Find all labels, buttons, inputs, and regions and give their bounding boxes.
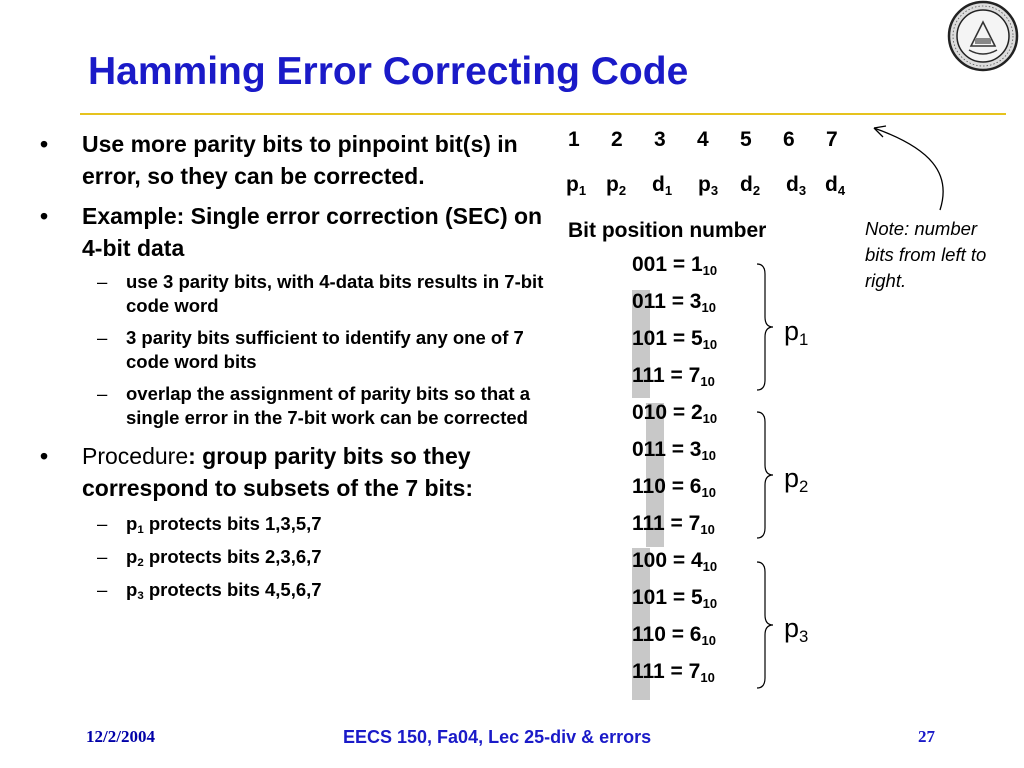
group-label-base: p bbox=[784, 463, 800, 493]
bullet-3-text: : group parity bits so they correspond to subsets of the 7 bits: bbox=[82, 443, 474, 501]
footer-date: 12/2/2004 bbox=[86, 727, 155, 746]
dash-mark: – bbox=[97, 513, 108, 534]
bullet-2 bbox=[40, 200, 555, 264]
code-text: 111 = 7 bbox=[632, 512, 701, 535]
bullet-3-lead: Procedure bbox=[82, 443, 189, 469]
bit-position-caption: Bit position number bbox=[568, 219, 767, 242]
group-label-base: p bbox=[784, 316, 800, 346]
bit-label bbox=[786, 173, 806, 197]
binary-code bbox=[632, 290, 716, 314]
bit-label bbox=[740, 173, 760, 197]
note-text: Note: number bits from left to right. bbox=[865, 218, 987, 291]
code-base-subscript: 10 bbox=[702, 558, 718, 574]
bullet-1-text: Use more parity bits to pinpoint bit(s) in error, so they can be corrected. bbox=[82, 131, 518, 189]
binary-code bbox=[632, 253, 717, 277]
bullet-1 bbox=[40, 128, 555, 192]
code-text: 111 = 7 bbox=[632, 364, 701, 387]
code-base-subscript: 10 bbox=[700, 521, 715, 537]
dash-mark: – bbox=[97, 579, 108, 600]
group-label-subscript: 1 bbox=[799, 330, 809, 350]
bit-label-base: p bbox=[698, 173, 711, 196]
sub-bullet-text: protects bits 1,3,5,7 bbox=[143, 513, 322, 534]
bit-label bbox=[566, 173, 586, 197]
bit-label-subscript: 1 bbox=[578, 182, 587, 198]
dash-mark: – bbox=[97, 327, 108, 348]
code-base-subscript: 10 bbox=[700, 373, 715, 389]
bit-position: 5 bbox=[740, 128, 752, 151]
bit-label-subscript: 3 bbox=[710, 182, 719, 198]
dash-mark: – bbox=[97, 383, 108, 404]
group-label-p2 bbox=[784, 463, 809, 497]
bullet-list bbox=[40, 128, 555, 602]
code-text: 011 = 3 bbox=[632, 438, 702, 461]
bullet-dot: • bbox=[40, 203, 49, 229]
p2-group-brace bbox=[755, 410, 775, 540]
binary-code bbox=[632, 438, 716, 462]
footer-page-number: 27 bbox=[918, 727, 935, 746]
sub-bullet-text: protects bits 4,5,6,7 bbox=[143, 579, 322, 600]
code-text: 110 = 6 bbox=[632, 623, 702, 646]
code-base-subscript: 10 bbox=[701, 484, 716, 500]
code-text: 001 = 1 bbox=[632, 253, 703, 276]
bullet-dot: • bbox=[40, 131, 49, 157]
bit-position: 7 bbox=[826, 128, 838, 151]
bit-label-subscript: 1 bbox=[664, 182, 673, 198]
binary-code bbox=[632, 327, 717, 351]
title-underline bbox=[80, 113, 1006, 115]
group-label-p3 bbox=[784, 613, 809, 647]
code-text: 101 = 5 bbox=[632, 586, 703, 609]
bullet-dot: • bbox=[40, 443, 49, 469]
code-text: 101 = 5 bbox=[632, 327, 703, 350]
slide-title: Hamming Error Correcting Code bbox=[88, 50, 689, 93]
dash-mark: – bbox=[97, 271, 108, 292]
parity-subscript: 2 bbox=[137, 557, 144, 570]
sub-bullet bbox=[40, 326, 555, 374]
code-base-subscript: 10 bbox=[702, 336, 718, 352]
binary-code bbox=[632, 401, 717, 425]
bit-label bbox=[606, 173, 626, 197]
note-arrow-icon bbox=[860, 118, 960, 218]
parity-symbol: p bbox=[126, 513, 138, 534]
binary-code bbox=[632, 586, 717, 610]
parity-subscript: 3 bbox=[137, 590, 144, 603]
bit-label-base: d bbox=[825, 173, 838, 196]
code-base-subscript: 10 bbox=[701, 632, 716, 648]
bit-label bbox=[825, 173, 845, 197]
bit-label-subscript: 3 bbox=[798, 182, 807, 198]
bit-position: 1 bbox=[568, 128, 580, 151]
bit-label bbox=[698, 173, 718, 197]
binary-code bbox=[632, 475, 716, 499]
sub-bullet bbox=[40, 545, 555, 569]
code-base-subscript: 10 bbox=[700, 669, 715, 685]
bit-label bbox=[652, 173, 672, 197]
dash-mark: – bbox=[97, 546, 108, 567]
bit-label-base: d bbox=[652, 173, 665, 196]
group-label-subscript: 3 bbox=[799, 627, 809, 647]
code-base-subscript: 10 bbox=[702, 410, 718, 426]
sub-bullet bbox=[40, 270, 555, 318]
university-seal-logo bbox=[947, 0, 1019, 72]
code-text: 100 = 4 bbox=[632, 549, 703, 572]
code-text: 110 = 6 bbox=[632, 475, 702, 498]
sub-bullet-text: overlap the assignment of parity bits so that a single error in the 7-bit work can be corrected bbox=[126, 383, 531, 428]
sub-bullet-text: 3 parity bits sufficient to identify any one of 7 code word bits bbox=[126, 327, 524, 372]
code-base-subscript: 10 bbox=[702, 595, 718, 611]
binary-code bbox=[632, 364, 715, 388]
bit-label-base: p bbox=[566, 173, 579, 196]
bit-label-subscript: 4 bbox=[837, 182, 846, 198]
bit-label-base: d bbox=[740, 173, 753, 196]
binary-code bbox=[632, 623, 716, 647]
binary-code bbox=[632, 660, 715, 684]
binary-code bbox=[632, 512, 715, 536]
bit-position: 4 bbox=[697, 128, 709, 151]
sub-bullet bbox=[40, 512, 555, 536]
p1-group-brace bbox=[755, 262, 775, 392]
bit-label-subscript: 2 bbox=[752, 182, 761, 198]
bit-position: 6 bbox=[783, 128, 795, 151]
bit-position: 2 bbox=[611, 128, 623, 151]
code-text: 011 = 3 bbox=[632, 290, 702, 313]
code-base-subscript: 10 bbox=[702, 262, 718, 278]
code-base-subscript: 10 bbox=[701, 447, 716, 463]
group-label-p1 bbox=[784, 316, 809, 350]
sub-bullet-text: protects bits 2,3,6,7 bbox=[143, 546, 322, 567]
bit-label-base: p bbox=[606, 173, 619, 196]
binary-code bbox=[632, 549, 717, 573]
parity-symbol: p bbox=[126, 546, 138, 567]
bit-label-subscript: 2 bbox=[618, 182, 627, 198]
sub-bullet bbox=[40, 578, 555, 602]
group-label-subscript: 2 bbox=[799, 477, 809, 497]
bullet-3 bbox=[40, 440, 555, 504]
sub-bullet bbox=[40, 382, 555, 430]
parity-subscript: 1 bbox=[137, 524, 144, 537]
group-label-base: p bbox=[784, 613, 800, 643]
code-text: 111 = 7 bbox=[632, 660, 701, 683]
code-base-subscript: 10 bbox=[701, 299, 716, 315]
p3-group-brace bbox=[755, 560, 775, 690]
bit-label-base: d bbox=[786, 173, 799, 196]
code-text: 010 = 2 bbox=[632, 401, 703, 424]
footer-course: EECS 150, Fa04, Lec 25-div & errors bbox=[343, 727, 652, 747]
sub-bullet-text: use 3 parity bits, with 4-data bits results in 7-bit code word bbox=[126, 271, 544, 316]
parity-symbol: p bbox=[126, 579, 138, 600]
bit-position: 3 bbox=[654, 128, 666, 151]
bullet-2-text: Example: Single error correction (SEC) on 4-bit data bbox=[82, 203, 543, 261]
